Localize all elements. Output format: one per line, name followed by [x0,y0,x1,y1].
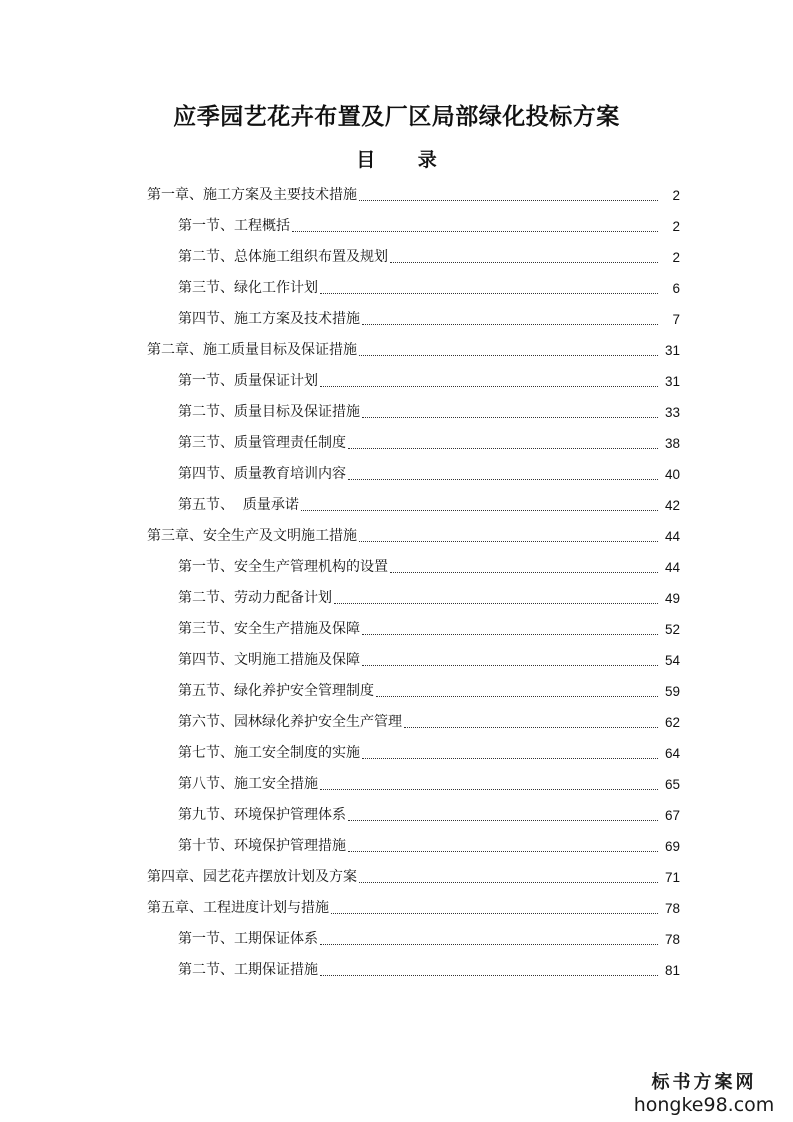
watermark-url: hongke98.com [633,1094,775,1116]
toc-dot-leader [359,200,658,201]
toc-dot-leader [390,262,658,263]
toc-page-number: 40 [664,467,680,482]
toc-dot-leader [320,293,658,294]
toc-entry-label: 第九节、环境保护管理体系 [178,807,346,823]
toc-dot-leader [359,355,658,356]
toc-entry-label: 第一节、工期保证体系 [178,931,318,947]
toc-page-number: 81 [664,963,680,978]
toc-section-entry[interactable] [0,645,793,676]
toc-chapter-entry[interactable] [0,180,793,211]
toc-entry-label: 第三节、质量管理责任制度 [178,435,346,451]
toc-page-number: 31 [664,374,680,389]
toc-page-number: 7 [672,312,680,327]
toc-section-entry[interactable] [0,924,793,955]
watermark-name: 标书方案网 [651,1072,757,1093]
toc-section-entry[interactable] [0,428,793,459]
toc-page-number: 2 [672,188,680,203]
toc-section-entry[interactable] [0,676,793,707]
toc-section-entry[interactable] [0,769,793,800]
toc-chapter-entry[interactable] [0,335,793,366]
toc-dot-leader [362,758,658,759]
toc-page-number: 52 [664,622,680,637]
toc-dot-leader [320,975,658,976]
toc-entry-label: 第八节、施工安全措施 [178,776,318,792]
toc-dot-leader [359,882,658,883]
toc-section-entry[interactable] [0,273,793,304]
toc-dot-leader [301,510,658,511]
toc-page-number: 2 [672,219,680,234]
toc-dot-leader [404,727,658,728]
toc-section-entry[interactable] [0,459,793,490]
toc-entry-label: 第四节、文明施工措施及保障 [178,652,360,668]
toc-entry-label: 第五章、工程进度计划与措施 [147,900,329,916]
toc-chapter-entry[interactable] [0,521,793,552]
toc-entry-label: 第一章、施工方案及主要技术措施 [147,187,357,203]
toc-entry-label: 第五节、绿化养护安全管理制度 [178,683,374,699]
toc-chapter-entry[interactable] [0,893,793,924]
toc-dot-leader [292,231,658,232]
toc-section-entry[interactable] [0,738,793,769]
document-title: 应季园艺花卉布置及厂区局部绿化投标方案 [173,104,620,130]
toc-section-entry[interactable] [0,831,793,862]
toc-dot-leader [348,851,658,852]
toc-page-number: 2 [672,250,680,265]
toc-page-number: 65 [664,777,680,792]
toc-entry-label: 第五节、 质量承诺 [178,497,299,513]
toc-dot-leader [320,789,658,790]
toc-dot-leader [348,820,658,821]
toc-page-number: 69 [664,839,680,854]
toc-section-entry[interactable] [0,614,793,645]
toc-chapter-entry[interactable] [0,862,793,893]
toc-page-number: 42 [664,498,680,513]
toc-entry-label: 第三节、绿化工作计划 [178,280,318,296]
toc-section-entry[interactable] [0,397,793,428]
toc-dot-leader [362,634,658,635]
toc-dot-leader [390,572,658,573]
toc-section-entry[interactable] [0,583,793,614]
toc-page-number: 64 [664,746,680,761]
toc-entry-label: 第二节、工期保证措施 [178,962,318,978]
toc-page-number: 44 [664,560,680,575]
toc-entry-label: 第一节、质量保证计划 [178,373,318,389]
toc-section-entry[interactable] [0,707,793,738]
toc-section-entry[interactable] [0,800,793,831]
toc-page-number: 78 [664,901,680,916]
toc-dot-leader [348,479,658,480]
toc-page-number: 38 [664,436,680,451]
toc-section-entry[interactable] [0,955,793,986]
toc-dot-leader [320,944,658,945]
toc-page-number: 44 [664,529,680,544]
toc-entry-label: 第七节、施工安全制度的实施 [178,745,360,761]
toc-entry-label: 第三章、安全生产及文明施工措施 [147,528,357,544]
toc-entry-label: 第六节、园林绿化养护安全生产管理 [178,714,402,730]
toc-dot-leader [348,448,658,449]
toc-section-entry[interactable] [0,211,793,242]
site-watermark [629,1072,779,1116]
toc-page-number: 54 [664,653,680,668]
toc-page-number: 62 [664,715,680,730]
toc-section-entry[interactable] [0,366,793,397]
toc-dot-leader [362,417,658,418]
toc-entry-label: 第四节、施工方案及技术措施 [178,311,360,327]
toc-section-entry[interactable] [0,490,793,521]
toc-section-entry[interactable] [0,552,793,583]
toc-entry-label: 第十节、环境保护管理措施 [178,838,346,854]
toc-entry-label: 第三节、安全生产措施及保障 [178,621,360,637]
toc-dot-leader [334,603,658,604]
toc-entry-label: 第二节、劳动力配备计划 [178,590,332,606]
toc-section-entry[interactable] [0,242,793,273]
toc-entry-label: 第四章、园艺花卉摆放计划及方案 [147,869,357,885]
toc-dot-leader [320,386,658,387]
toc-page-number: 33 [664,405,680,420]
toc-page-number: 67 [664,808,680,823]
toc-dot-leader [362,324,658,325]
toc-dot-leader [331,913,658,914]
toc-dot-leader [359,541,658,542]
toc-page-number: 71 [664,870,680,885]
toc-entry-label: 第四节、质量教育培训内容 [178,466,346,482]
toc-page-number: 59 [664,684,680,699]
toc-page-number: 31 [664,343,680,358]
toc-page-number: 6 [672,281,680,296]
toc-entry-label: 第一节、安全生产管理机构的设置 [178,559,388,575]
toc-entry-label: 第二章、施工质量目标及保证措施 [147,342,357,358]
toc-page-number: 49 [664,591,680,606]
table-of-contents [0,180,793,986]
toc-heading: 目 录 [356,149,455,171]
toc-page-number: 78 [664,932,680,947]
toc-entry-label: 第一节、工程概括 [178,218,290,234]
toc-section-entry[interactable] [0,304,793,335]
toc-entry-label: 第二节、质量目标及保证措施 [178,404,360,420]
toc-entry-label: 第二节、总体施工组织布置及规划 [178,249,388,265]
toc-dot-leader [362,665,658,666]
toc-dot-leader [376,696,658,697]
